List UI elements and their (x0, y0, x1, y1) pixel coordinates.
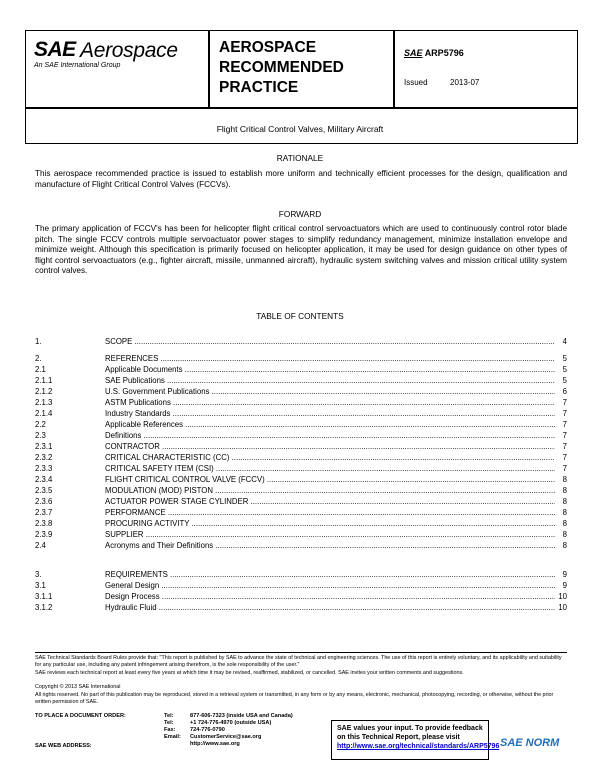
toc-title: PERFORMANCE ..... (105, 508, 555, 518)
toc-title: Hydraulic Fluid ..... (105, 603, 555, 613)
toc-entry[interactable] (35, 530, 567, 540)
toc-number: 3.1.2 (35, 603, 53, 612)
toc-heading: TABLE OF CONTENTS (256, 311, 344, 321)
feedback-box: SAE values your input. To provide feedback on this Technical Report, please visit http://www.sae.org/technical/standards/ARP5796 (331, 720, 489, 760)
toc-entry[interactable] (35, 431, 567, 441)
foreword-heading: FORWARD (278, 209, 322, 219)
toc-page: 7 (562, 409, 567, 418)
toc-number: 2.1.3 (35, 398, 53, 407)
toc-number: 3.1.1 (35, 592, 53, 601)
toc-title: REFERENCES ..... (105, 354, 555, 364)
toc-number: 2.3.6 (35, 497, 53, 506)
toc-number: 2. (35, 354, 42, 363)
toc-entry[interactable] (35, 570, 567, 580)
toc-page: 6 (562, 387, 567, 396)
toc-page: 8 (562, 486, 567, 495)
toc-title: ACTUATOR POWER STAGE CYLINDER ..... (105, 497, 555, 507)
toc-title: ASTM Publications ..... (105, 398, 555, 408)
toc-entry[interactable] (35, 592, 567, 602)
rationale-text: This aerospace recommended practice is issued to establish more uniform and technically efficient processes for the design, qualification and manufacture of Flight Critical Control Valves (FCCVs). (35, 169, 567, 189)
toc-page: 9 (562, 570, 567, 579)
toc-number: 2.1 (35, 365, 46, 374)
toc-number: 2.3.8 (35, 519, 53, 528)
toc-title: SAE Publications ..... (105, 376, 555, 386)
toc-page: 7 (562, 431, 567, 440)
footer-rules-text: SAE Technical Standards Board Rules provide that: "This report is published by SAE to advance the state of technical and engineering sciences. The use of this report is entirely voluntary, and its applicability and suitability for any particular use, including any patent infringement arising therefrom, is the sole responsibility of the user." (35, 655, 562, 668)
toc-entry[interactable] (35, 354, 567, 364)
web-link[interactable]: http://www.sae.org (190, 741, 240, 747)
toc-title: CRITICAL CHARACTERISTIC (CC) ..... (105, 453, 555, 463)
toc-title: REQUIREMENTS ..... (105, 570, 555, 580)
footer-divider (35, 652, 567, 653)
toc-title: Definitions ..... (105, 431, 555, 441)
toc-page: 8 (562, 497, 567, 506)
toc-title: CONTRACTOR ..... (105, 442, 555, 452)
toc-entry[interactable] (35, 497, 567, 507)
toc-entry[interactable] (35, 442, 567, 452)
toc-title: Industry Standards ..... (105, 409, 555, 419)
toc-number: 1. (35, 337, 42, 346)
email-link[interactable]: CustomerService@sae.org (190, 734, 262, 740)
toc-title: Applicable Documents ..... (105, 365, 555, 375)
toc-title: U.S. Government Publications ..... (105, 387, 555, 397)
toc-number: 2.3.2 (35, 453, 53, 462)
toc-title: SCOPE ..... (105, 337, 555, 347)
toc-entry[interactable] (35, 398, 567, 408)
toc-title: Design Process ..... (105, 592, 555, 602)
toc-entry[interactable] (35, 376, 567, 386)
toc-number: 2.1.2 (35, 387, 53, 396)
toc-page: 7 (562, 442, 567, 451)
toc-entry[interactable] (35, 420, 567, 430)
sae-logo: SAE (34, 38, 76, 61)
toc-entry[interactable] (35, 486, 567, 496)
toc-page: 7 (562, 398, 567, 407)
footer-review-text: SAE reviews each technical report at least every five years at which time it may be revised, reaffirmed, stabilized, or cancelled. SAE invites your written comments and suggestions. (35, 670, 464, 676)
toc-number: 2.3.7 (35, 508, 53, 517)
toc-entry[interactable] (35, 519, 567, 529)
toc-entry[interactable] (35, 453, 567, 463)
toc-page: 8 (562, 475, 567, 484)
toc-entry[interactable] (35, 475, 567, 485)
toc-page: 4 (562, 337, 567, 346)
toc-page: 8 (562, 530, 567, 539)
toc-page: 7 (562, 464, 567, 473)
toc-page: 5 (562, 365, 567, 374)
toc-number: 2.3.4 (35, 475, 53, 484)
feedback-link[interactable]: http://www.sae.org/technical/standards/ARP5796 (337, 743, 500, 750)
toc-entry[interactable] (35, 581, 567, 591)
toc-title: Acronyms and Their Definitions ..... (105, 541, 555, 551)
document-type: AEROSPACE RECOMMENDED PRACTICE (219, 39, 344, 96)
toc-number: 2.3.5 (35, 486, 53, 495)
toc-number: 2.3 (35, 431, 46, 440)
toc-page: 10 (558, 592, 567, 601)
toc-number: 3. (35, 570, 42, 579)
document-number: SAE ARP5796 (404, 48, 464, 58)
toc-number: 3.1 (35, 581, 46, 590)
toc-number: 2.1.4 (35, 409, 53, 418)
document-title: Flight Critical Control Valves, Military Aircraft (216, 124, 384, 134)
toc-page: 10 (558, 603, 567, 612)
toc-entry[interactable] (35, 541, 567, 551)
toc-number: 2.1.1 (35, 376, 53, 385)
toc-title: General Design ..... (105, 581, 555, 591)
sae-norm-logo: SAE NORM (500, 737, 560, 749)
aerospace-logo-text: Aerospace (80, 39, 178, 62)
toc-title: PROCURING ACTIVITY ..... (105, 519, 555, 529)
toc-entry[interactable] (35, 409, 567, 419)
toc-entry[interactable] (35, 387, 567, 397)
toc-entry[interactable] (35, 508, 567, 518)
toc-page: 8 (562, 519, 567, 528)
toc-title: CRITICAL SAFETY ITEM (CSI) ..... (105, 464, 555, 474)
toc-entry[interactable] (35, 603, 567, 613)
toc-title: FLIGHT CRITICAL CONTROL VALVE (FCCV) ..... (105, 475, 555, 485)
toc-page: 8 (562, 508, 567, 517)
footer-rights-text: All rights reserved. No part of this publication may be reproduced, stored in a retrieval system or transmitted, in any form or by any means, electronic, mechanical, photocopying, recording, or otherwise, without the prior written permission of SAE. (35, 692, 554, 705)
toc-page: 8 (562, 541, 567, 550)
toc-number: 2.2 (35, 420, 46, 429)
order-label: TO PLACE A DOCUMENT ORDER: (35, 713, 126, 719)
foreword-text: The primary application of FCCV's has been for helicopter flight critical control servoactuators which are used to continuously control rotor blade pitch. The single FCCV controls multiple servoactuator power stages to simplify redundancy management, minimize installation envelope and minimize weight. Although this specification is primarily focused on helicopter application, it may be used for design guidance on other types of flight control servoactuators (e.g., fighter aircraft, missile, unmanned aircraft), hydraulic system switching valves and mission critical utility system control valves. (35, 224, 567, 276)
toc-entry[interactable] (35, 337, 567, 347)
tel-inside: 877-606-7323 (inside USA and Canada) (190, 713, 293, 719)
toc-number: 2.3.1 (35, 442, 53, 451)
toc-page: 9 (562, 581, 567, 590)
toc-page: 5 (562, 376, 567, 385)
toc-title: SUPPLIER ..... (105, 530, 555, 540)
toc-number: 2.3.9 (35, 530, 53, 539)
footer-copyright: Copyright © 2013 SAE International (35, 684, 121, 690)
rationale-heading: RATIONALE (276, 153, 324, 163)
header-docno-box (393, 30, 578, 109)
toc-number: 2.3.3 (35, 464, 53, 473)
toc-page: 5 (562, 354, 567, 363)
toc-page: 7 (562, 420, 567, 429)
issued-label: Issued (404, 78, 428, 87)
toc-entry[interactable] (35, 365, 567, 375)
tel-outside: +1 724-776-4970 (outside USA) (190, 720, 272, 726)
issued-date: 2013-07 (450, 78, 480, 87)
toc-title: Applicable References ..... (105, 420, 555, 430)
fax: 724-776-0790 (190, 727, 225, 733)
toc-title: MODULATION (MOD) PISTON ..... (105, 486, 555, 496)
toc-page: 7 (562, 453, 567, 462)
toc-number: 2.4 (35, 541, 46, 550)
web-label: SAE WEB ADDRESS: (35, 743, 92, 749)
logo-tagline: An SAE International Group (34, 62, 121, 69)
toc-entry[interactable] (35, 464, 567, 474)
